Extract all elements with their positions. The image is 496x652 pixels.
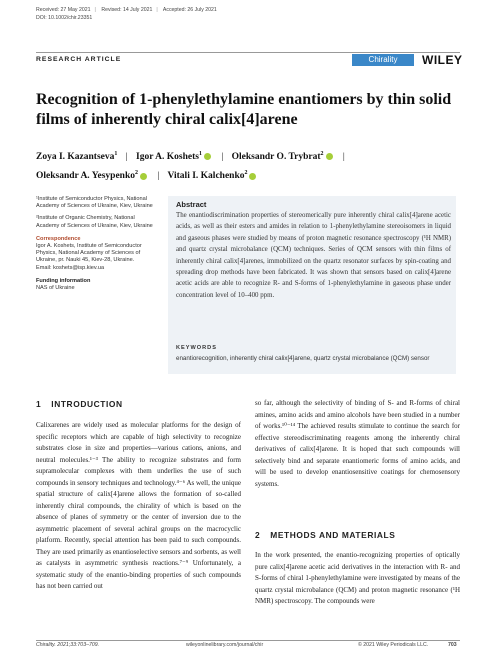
orcid-icon[interactable]: [249, 173, 256, 180]
footer-url[interactable]: wileyonlinelibrary.com/journal/chir: [186, 642, 264, 648]
article-dates: Received: 27 May 2021 | Revised: 14 July 2021 | Accepted: 26 July 2021 DOI: 10.1002/chir.23351: [36, 6, 221, 22]
author-list: Zoya I. Kazantseva$^1$ | Igor A. Koshets$^1$ | Oleksandr O. Trybrat$^2$ | Oleksandr A. Yesypenko$^2$ | Vitali I. Kalchenko$^2$: [36, 151, 345, 182]
author-affiliation-mark: 1: [114, 151, 118, 157]
article-title: Recognition of 1-phenylethylamine enantiomers by thin solid films of inherently chiral calix[4]arene: [36, 91, 452, 128]
header-divider: [36, 52, 460, 53]
article-type: RESEARCH ARTICLE: [36, 56, 122, 63]
abstract-text: The enantiodiscrimination properties of stereomerically pure inherently chiral calix[4]arene acetic acids, as well as their esters and amides in relation to 1-phenylethylamine stereoisomers in liquid and gaseous phases were studied by means of proton magnetic resonance spectroscopy (¹H NMR) and quartz crystal microbalance (QCM) techniques. Series of QCM sensors with thin films of inherently chiral calix[4]arenes, immobilized on the quartz resonator surfaces by spin-coating and spreading drop methods have been fabricated. It was shown that sensors based on calix[4]arene acetic acids are able to recognize R- and S-forms of 1-phenylethylamine in gaseous phase under concentration level of 10–400 ppm.: [176, 212, 451, 299]
author-affiliation-mark: 2: [320, 151, 324, 157]
section-number: 2: [255, 530, 261, 540]
author-affiliation-mark: 2: [244, 170, 248, 177]
footer-divider: [36, 640, 460, 641]
author-name: Zoya I. Kazantseva: [36, 152, 115, 163]
section-number: 1: [36, 399, 42, 409]
author-name: Oleksandr O. Trybrat: [231, 152, 321, 163]
keywords-heading: KEYWORDS: [176, 345, 217, 351]
correspondence-email[interactable]: Email: koshets@isp.kiev.ua: [36, 264, 105, 271]
received-date: Received: 27 May 2021: [36, 7, 91, 13]
section-heading-methods: [255, 530, 395, 540]
publisher-logo: WILEY: [422, 53, 463, 67]
author-affiliation-mark: 2: [135, 170, 138, 177]
affiliation: ¹Institute of Semiconductor Physics, National Academy of Sciences of Ukraine, Kiev, Ukraine: [36, 196, 153, 210]
intro-paragraph-1: Calixarenes are widely used as molecular platforms for the design of specific receptors which are capable of high selectivity to recognize substrates close in size and properties—various cations, anions, and neutral molecules.¹⁻³ The ability to recognize substrates and form supramolecular complexes with them underlies the use of such compounds in sensory techniques and technology.⁴⁻⁶ As well, the unique spatial structure of calix[4]arene allows the formation of so-called inherently chiral compounds, the chirality of which is based on the absence of planes of symmetry or the center of inversion due to the asymmetric placement of several achiral groups on the macrocyclic platform. Recently, special attention has been paid to such compounds. They are used primarily as enantioselective sensors and sorbents, as well as catalysts in asymmetric synthesis reactions.⁷⁻⁹ Unfortunately, a systematic study of the enantio-binding properties of such compounds has not been carried out: [36, 421, 241, 590]
page-number: 703: [448, 642, 457, 648]
author-affiliation-mark: 1: [198, 151, 202, 157]
footer-copyright: © 2021 Wiley Periodicals LLC.: [358, 642, 429, 648]
orcid-icon[interactable]: [204, 153, 211, 160]
author-name: Oleksandr A. Yesypenko: [36, 171, 135, 182]
funding-text: NAS of Ukraine: [36, 285, 75, 292]
affiliation: ²Institute of Organic Chemistry, National Academy of Sciences of Ukraine, Kiev, Ukraine: [36, 215, 153, 229]
author-name: Vitali I. Kalchenko: [167, 171, 245, 182]
footer-citation: Chirality. 2021;33:703–709.: [36, 642, 100, 648]
correspondence-text: Igor A. Koshets, Institute of Semiconductor Physics, National Academy of Sciences of Ukraine, pr. Nauki 45, Kiev-28, Ukraine.: [36, 243, 142, 264]
doi[interactable]: DOI: 10.1002/chir.23351: [36, 15, 93, 21]
section-heading-introduction: [36, 399, 123, 409]
section-title: INTRODUCTION: [51, 399, 123, 409]
sidebar-info: [36, 196, 154, 292]
intro-paragraph-2: so far, although the selectivity of binding of S- and R-forms of chiral amines, amino acids and amino alcohols have been studied in a number of works.¹⁰⁻¹⁴ The achieved results stimulate to continue the search for effective stereodiscriminating reagents among the inherently chiral derivatives of calix[4]arene. It is hoped that such compounds will selectively bind and separate enantiomeric forms of amino acids, and will be used to develop enantiosensitive coatings for chemosensory systems.: [255, 399, 460, 488]
methods-paragraph-1: In the work presented, the enantio-recognizing properties of optically pure calix[4]arene acetic acid derivatives in the interaction with R- and S-forms of chiral 1-phenylethylamine were investigated by means of the quartz crystal microbalance (QCM) and proton magnetic resonance (¹H NMR) spectroscopy. The compounds were: [255, 551, 460, 605]
revised-date: Revised: 14 July 2021: [101, 7, 153, 13]
orcid-icon[interactable]: [140, 173, 147, 180]
orcid-icon[interactable]: [326, 153, 333, 160]
author-name: Igor A. Koshets: [136, 152, 199, 163]
correspondence-heading: Correspondence: [36, 235, 81, 242]
abstract-heading: Abstract: [176, 200, 207, 209]
section-title: METHODS AND MATERIALS: [270, 530, 396, 540]
journal-badge: Chirality: [352, 54, 414, 66]
funding-heading: Funding information: [36, 277, 91, 284]
accepted-date: Accepted: 26 July 2021: [162, 7, 217, 13]
keywords-text: enantiorecognition, inherently chiral calix[4]arene, quartz crystal microbalance (QCM) sensor: [176, 355, 430, 362]
